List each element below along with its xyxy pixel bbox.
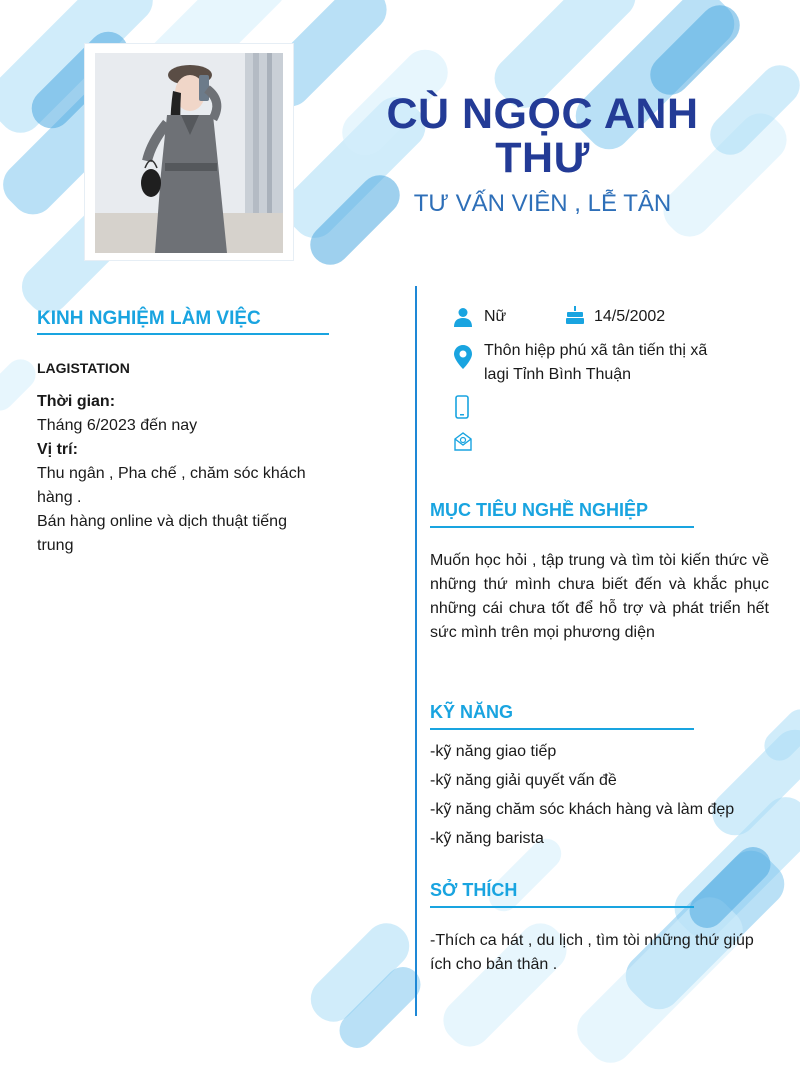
experience-extra: Bán hàng online và dịch thuật tiếng trung bbox=[37, 513, 287, 554]
experience-position-value: Thu ngân , Pha chế , chăm sóc khách hàng . bbox=[37, 465, 306, 506]
objective-text: Muốn học hỏi , tập trung và tìm tòi kiến thức về những thứ mình chưa biết đến và khắc phục những cái chưa tốt để hỗ trợ và phát triển hết sức mình trên mọi phương diện bbox=[430, 552, 769, 641]
address-value: Thôn hiệp phú xã tân tiến thị xã lagi Tỉnh Bình Thuận bbox=[484, 342, 708, 383]
experience-heading-underline bbox=[37, 333, 329, 335]
email-icon bbox=[454, 431, 472, 456]
skill-item: -kỹ năng giải quyết vấn đề bbox=[430, 772, 617, 789]
profile-photo bbox=[95, 53, 283, 253]
skills-heading: KỸ NĂNG bbox=[430, 702, 514, 722]
objective-heading: MỤC TIÊU NGHỀ NGHIỆP bbox=[430, 500, 649, 520]
experience-company: LAGISTATION bbox=[37, 360, 130, 376]
birthday-value: 14/5/2002 bbox=[594, 308, 666, 325]
hobbies-text: -Thích ca hát , du lịch , tìm tòi những thứ giúp ích cho bản thân . bbox=[430, 932, 754, 973]
skill-item: -kỹ năng chăm sóc khách hàng và làm đẹp bbox=[430, 801, 735, 818]
skills-heading-underline bbox=[430, 728, 694, 730]
profile-photo-frame bbox=[85, 44, 293, 260]
hobbies-heading-underline bbox=[430, 906, 694, 908]
column-divider bbox=[415, 286, 417, 1016]
skill-item: -kỹ năng giao tiếp bbox=[430, 743, 557, 760]
hobbies-heading: SỞ THÍCH bbox=[430, 880, 518, 900]
person-icon bbox=[454, 307, 472, 332]
candidate-name: CÙ NGỌC ANH THƯ bbox=[386, 90, 699, 182]
candidate-title: TƯ VẤN VIÊN , LỄ TÂN bbox=[413, 190, 672, 217]
skill-item: -kỹ năng barista bbox=[430, 830, 544, 847]
phone-icon bbox=[455, 395, 469, 424]
gender-value: Nữ bbox=[484, 308, 507, 325]
objective-heading-underline bbox=[430, 526, 694, 528]
location-pin-icon bbox=[454, 345, 472, 374]
experience-time-value: Tháng 6/2023 đến nay bbox=[37, 417, 198, 434]
experience-time-label: Thời gian: bbox=[37, 393, 116, 410]
experience-heading: KINH NGHIỆM LÀM VIỆC bbox=[37, 308, 261, 329]
cake-icon bbox=[565, 305, 585, 330]
experience-position-label: Vị trí: bbox=[37, 441, 78, 458]
